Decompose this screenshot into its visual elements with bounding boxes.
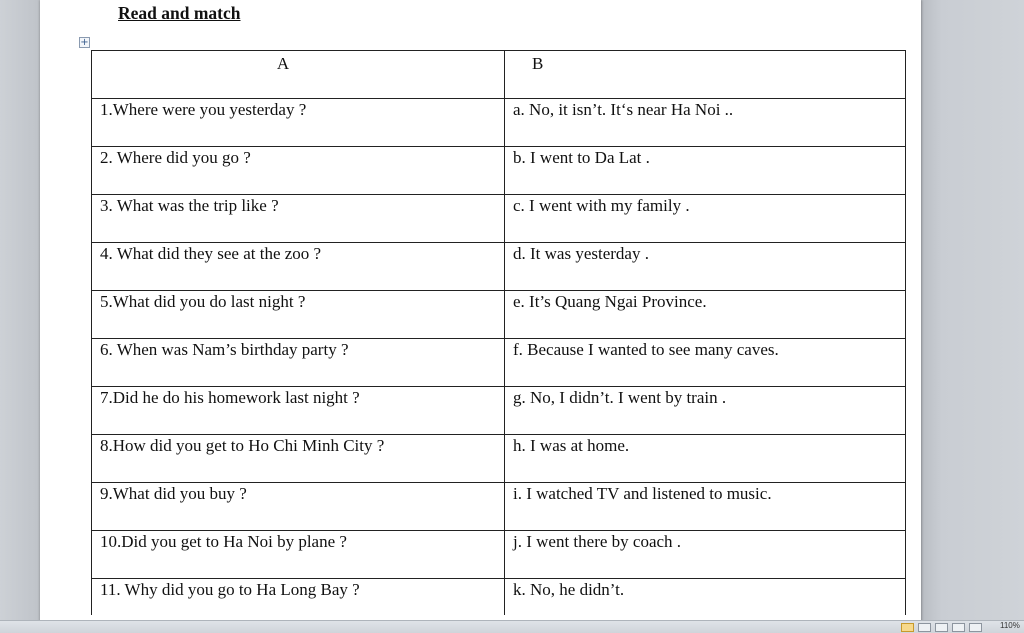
question-cell: 7.Did he do his homework last night ? xyxy=(92,387,505,435)
status-bar xyxy=(0,620,1024,633)
table-row xyxy=(92,243,906,291)
right-workspace-margin xyxy=(921,0,1024,632)
column-header-b: B xyxy=(505,51,906,99)
question-cell: 6. When was Nam’s birthday party ? xyxy=(92,339,505,387)
question-cell: 3. What was the trip like ? xyxy=(92,195,505,243)
table-row xyxy=(92,483,906,531)
answer-cell: h. I was at home. xyxy=(505,435,906,483)
table-row xyxy=(92,147,906,195)
answer-cell: a. No, it isn’t. It‘s near Ha Noi .. xyxy=(505,99,906,147)
print-layout-icon[interactable] xyxy=(901,623,914,632)
table-row xyxy=(92,291,906,339)
answer-cell: k. No, he didn’t. xyxy=(505,579,906,615)
table-row xyxy=(92,339,906,387)
table-row xyxy=(92,435,906,483)
zoom-level[interactable]: 110% xyxy=(1000,621,1020,630)
question-cell: 9.What did you buy ? xyxy=(92,483,505,531)
answer-cell: j. I went there by coach . xyxy=(505,531,906,579)
answer-cell: d. It was yesterday . xyxy=(505,243,906,291)
answer-cell: b. I went to Da Lat . xyxy=(505,147,906,195)
answer-cell: f. Because I wanted to see many caves. xyxy=(505,339,906,387)
question-cell: 4. What did they see at the zoo ? xyxy=(92,243,505,291)
outline-icon[interactable] xyxy=(952,623,965,632)
question-cell: 11. Why did you go to Ha Long Bay ? xyxy=(92,579,505,615)
question-cell: 5.What did you do last night ? xyxy=(92,291,505,339)
page-title: Read and match xyxy=(118,3,241,23)
question-cell: 2. Where did you go ? xyxy=(92,147,505,195)
question-cell: 10.Did you get to Ha Noi by plane ? xyxy=(92,531,505,579)
question-cell: 8.How did you get to Ho Chi Minh City ? xyxy=(92,435,505,483)
answer-cell: g. No, I didn’t. I went by train . xyxy=(505,387,906,435)
document-page xyxy=(40,0,921,632)
full-screen-reading-icon[interactable] xyxy=(918,623,931,632)
answer-cell: c. I went with my family . xyxy=(505,195,906,243)
view-buttons xyxy=(901,622,982,632)
table-row xyxy=(92,579,906,615)
draft-icon[interactable] xyxy=(969,623,982,632)
table-move-handle-icon[interactable]: + xyxy=(80,36,89,48)
match-table xyxy=(91,50,906,615)
table-row xyxy=(92,195,906,243)
column-header-a: A xyxy=(92,51,505,99)
table-header-row xyxy=(92,51,906,99)
table-row xyxy=(92,99,906,147)
question-cell: 1.Where were you yesterday ? xyxy=(92,99,505,147)
answer-cell: i. I watched TV and listened to music. xyxy=(505,483,906,531)
table-row xyxy=(92,531,906,579)
table-row xyxy=(92,387,906,435)
web-layout-icon[interactable] xyxy=(935,623,948,632)
left-workspace-margin xyxy=(0,0,40,632)
answer-cell: e. It’s Quang Ngai Province. xyxy=(505,291,906,339)
